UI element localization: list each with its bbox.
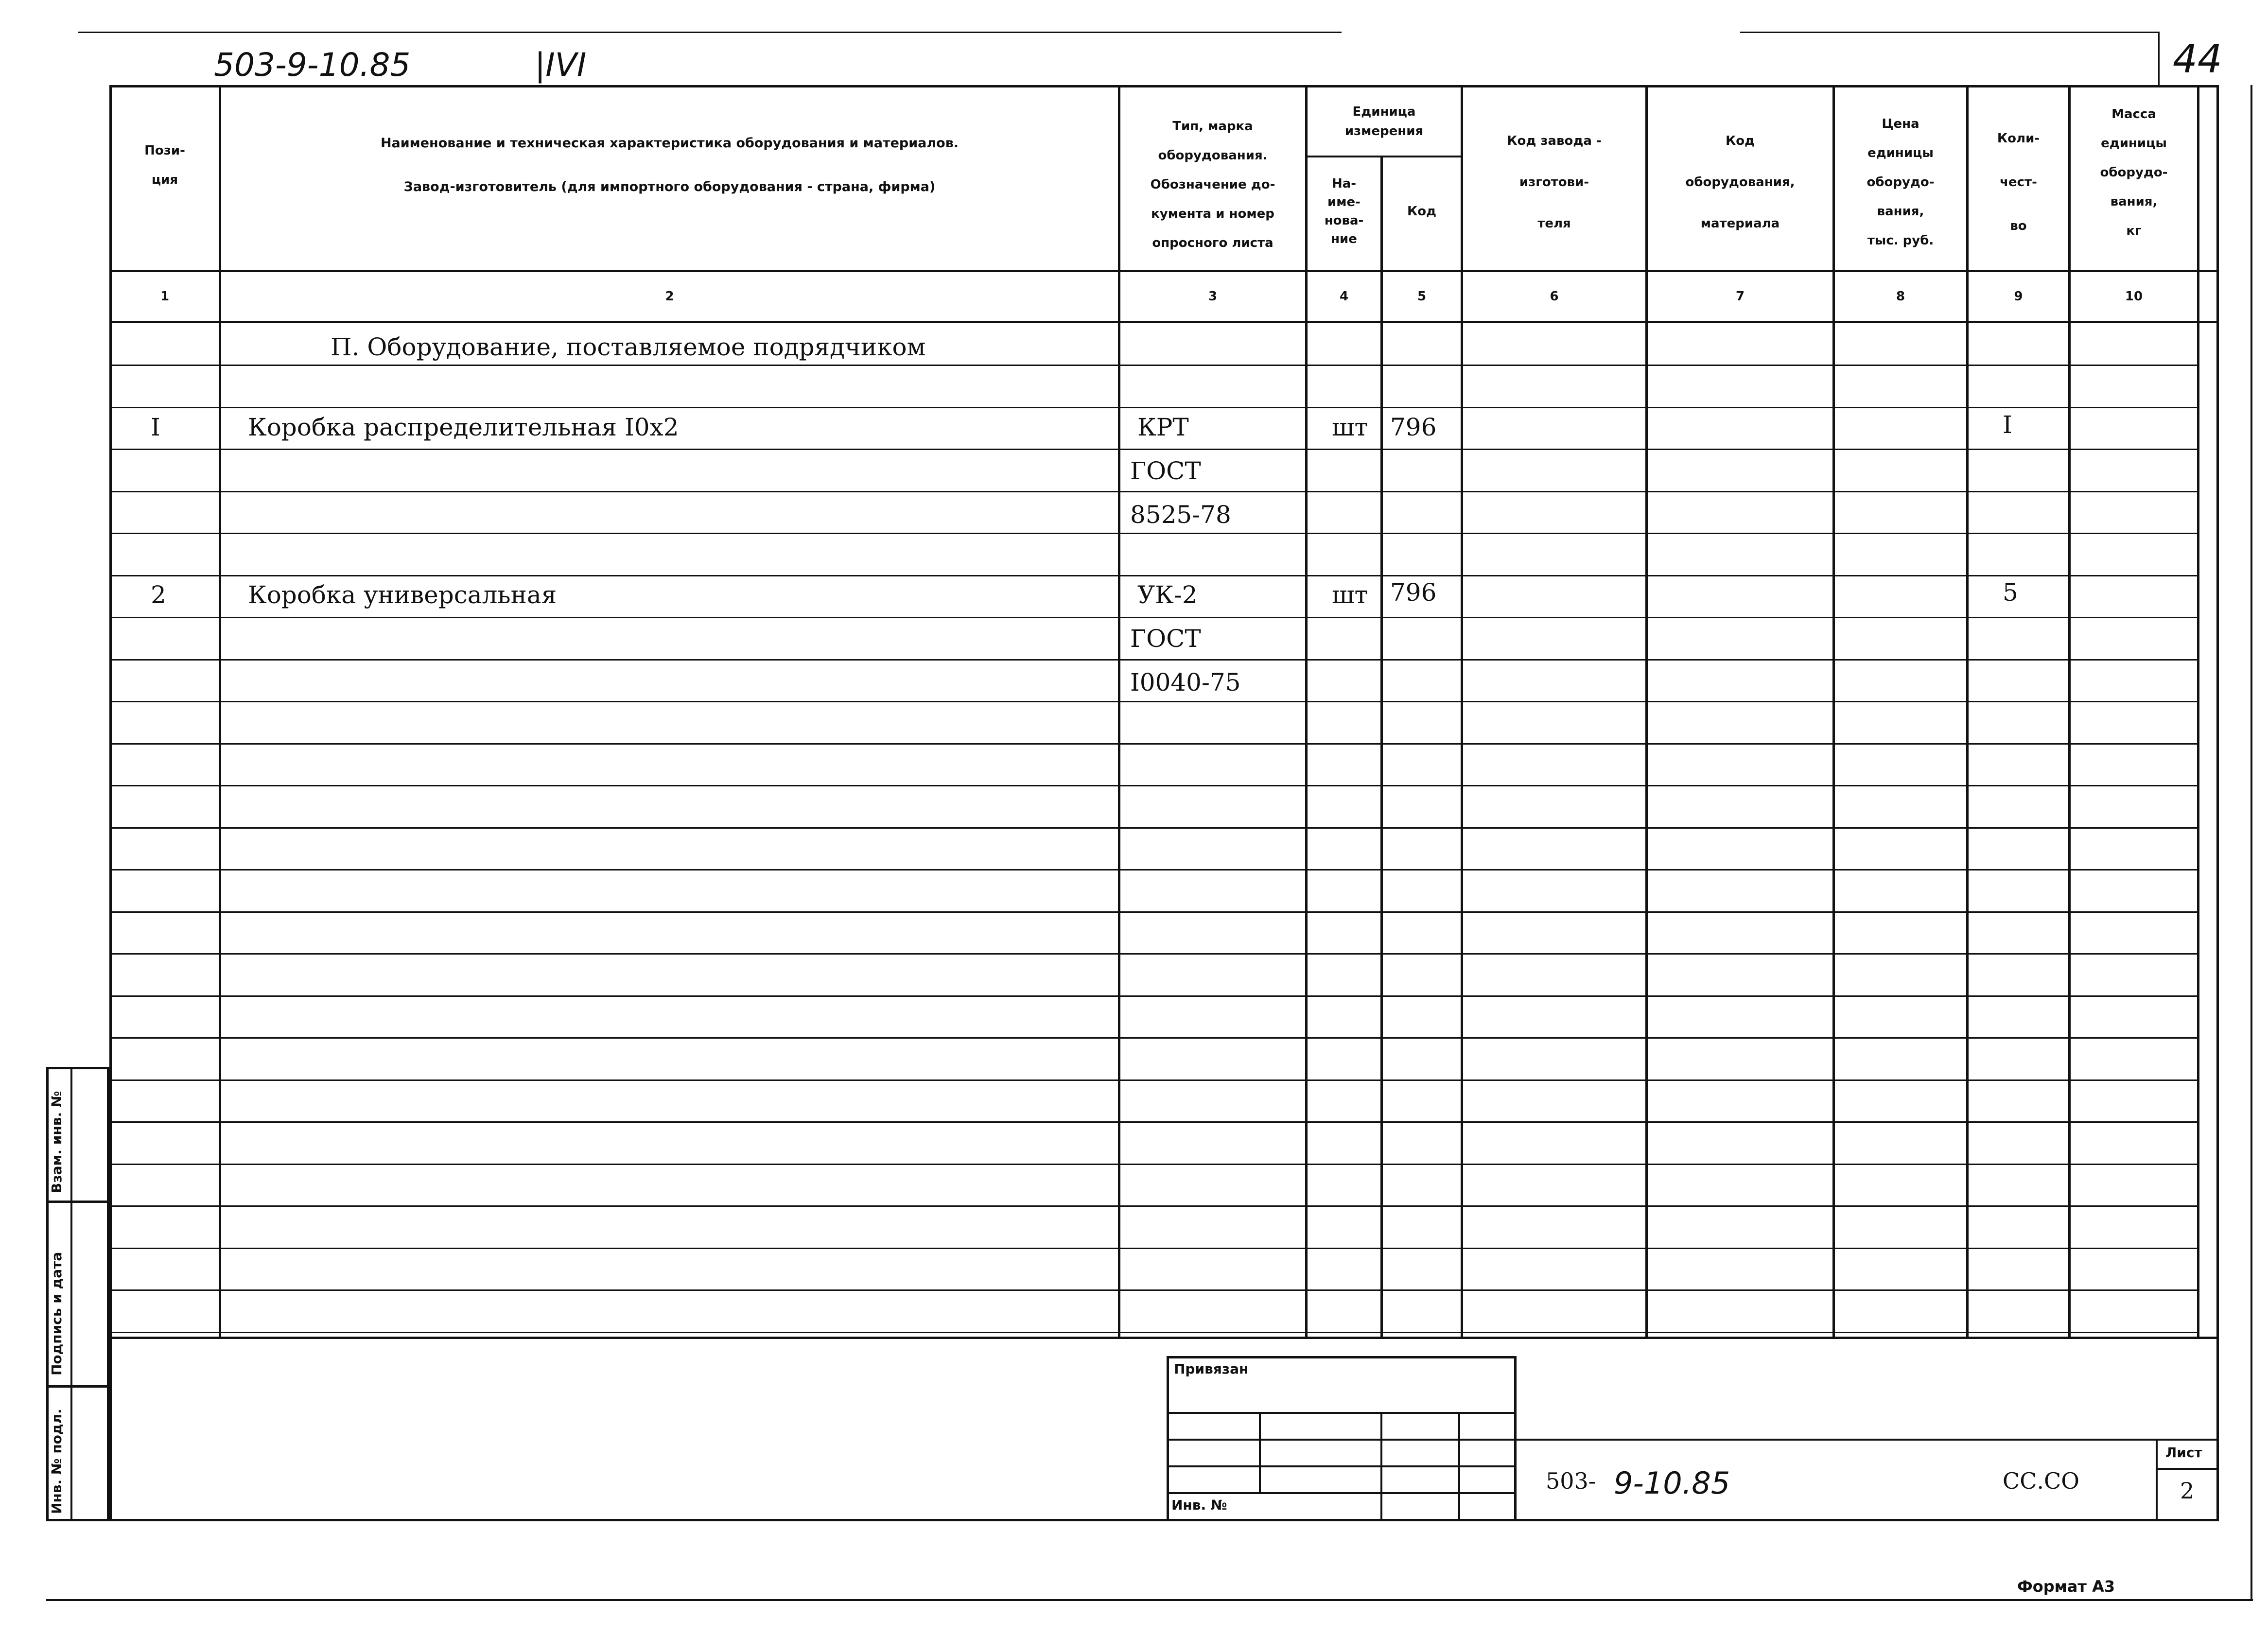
col-number-2: 2	[665, 289, 674, 304]
table-bottom-line	[109, 1337, 2219, 1339]
margin-label-inv-podl: Инв. № подл.	[49, 1409, 65, 1514]
col-line-10	[2197, 85, 2199, 1339]
row-4-unit-code: 796	[1390, 578, 1437, 607]
table-row-line	[109, 449, 2197, 450]
inv-no-label: Инв. №	[1171, 1497, 1227, 1513]
left-strip-sep-2	[46, 1385, 109, 1388]
handwritten-mark: |IVI	[535, 46, 587, 84]
header-unit-title: Единица измерения	[1344, 104, 1424, 139]
col-number-row-bottom	[109, 321, 2219, 323]
table-row-line	[109, 743, 2197, 745]
row-6-type: I0040-75	[1130, 668, 1241, 696]
title-block-top	[1517, 1439, 2219, 1441]
outer-bottom-line	[46, 1599, 2253, 1601]
header-pos: Пози- ция	[144, 143, 185, 187]
header-type: Тип, марка оборудования. Обозначение до- кумента и номер опросного листа	[1150, 119, 1275, 250]
table-row-line	[109, 1289, 2197, 1291]
table-row-line	[109, 1079, 2197, 1081]
table-row-line	[109, 491, 2197, 492]
privyazan-col-2	[1380, 1412, 1382, 1521]
privyazan-col-1	[1259, 1412, 1261, 1492]
section-title: П. Оборудование, поставляемое подрядчиком	[331, 333, 926, 361]
table-row-line	[109, 1248, 2197, 1249]
sheet-box-left	[2156, 1439, 2158, 1521]
table-row-line	[109, 1205, 2197, 1207]
sheet-corner-number: 44	[2173, 36, 2222, 82]
col-number-4: 4	[1339, 289, 1349, 304]
privyazan-row-3	[1167, 1465, 1517, 1467]
row-1-type: КРТ	[1137, 413, 1189, 441]
table-row-line	[109, 995, 2197, 997]
table-row-line	[109, 785, 2197, 786]
row-2-type: ГОСТ	[1130, 457, 1201, 485]
left-strip-divider	[70, 1067, 72, 1521]
col-number-7: 7	[1735, 289, 1745, 304]
privyazan-row-4	[1167, 1492, 1517, 1494]
col-number-9: 9	[2014, 289, 2023, 304]
row-4-name: Коробка универсальная	[248, 581, 557, 609]
header-name: Наименование и техническая характеристика оборудования и материалов. Завод-изготовитель (для импортного оборудования - страна, фирма)	[380, 136, 959, 194]
table-row-line	[109, 953, 2197, 955]
row-4-position: 2	[151, 581, 166, 609]
corner-box-line	[2158, 32, 2160, 85]
row-1-name: Коробка распределительная I0х2	[248, 413, 679, 441]
col-number-10: 10	[2125, 289, 2143, 304]
left-strip-sep-1	[46, 1201, 109, 1203]
table-row-line	[109, 365, 2197, 366]
table-row-line	[109, 911, 2197, 913]
sheet-box-divider	[2156, 1468, 2219, 1470]
sheet-number: 2	[2180, 1478, 2195, 1504]
table-row-line	[109, 1121, 2197, 1123]
header-unit-name: На- име- нова- ние	[1324, 176, 1364, 246]
header-factory: Код завода - изготови- теля	[1507, 133, 1602, 231]
row-4-quantity: 5	[2003, 578, 2018, 607]
col-number-5: 5	[1417, 289, 1427, 304]
outer-right-line	[2251, 85, 2252, 1601]
row-1-quantity: I	[2003, 411, 2012, 439]
row-5-type: ГОСТ	[1130, 625, 1201, 653]
top-border-line	[78, 32, 1342, 33]
table-row-line	[109, 827, 2197, 829]
document-code-handwritten: 503-9-10.85	[214, 46, 411, 84]
sheet-label: Лист	[2165, 1445, 2202, 1461]
title-mark: СС.СО	[2003, 1468, 2079, 1494]
col-number-6: 6	[1550, 289, 1559, 304]
row-1-unit: шт	[1332, 413, 1368, 441]
col-number-1: 1	[160, 289, 170, 304]
format-label: Формат А3	[2017, 1577, 2115, 1596]
margin-label-podpis: Подпись и дата	[49, 1252, 65, 1375]
table-row-line	[109, 1164, 2197, 1165]
row-4-unit: шт	[1332, 581, 1368, 609]
title-code-handwritten: 9-10.85	[1614, 1465, 1730, 1501]
table-row-line	[109, 701, 2197, 702]
privyazan-col-3	[1458, 1412, 1460, 1521]
table-row-line	[109, 533, 2197, 534]
top-border-line-right	[1740, 32, 2158, 33]
privyazan-row-2	[1167, 1439, 1517, 1441]
header-mass: Масса единицы оборудо- вания, кг	[2100, 107, 2168, 238]
margin-label-vzam: Взам. инв. №	[49, 1091, 65, 1193]
row-3-type: 8525-78	[1130, 501, 1231, 529]
privyazan-row-1	[1167, 1412, 1517, 1414]
table-row-line	[109, 617, 2197, 618]
header-unit-code: Код	[1407, 204, 1437, 219]
row-1-position: I	[151, 413, 160, 441]
table-row-line	[109, 407, 2197, 408]
col-number-8: 8	[1896, 289, 1905, 304]
privyazan-label: Привязан	[1174, 1361, 1249, 1377]
table-row-line	[109, 575, 2197, 576]
col-line-4	[1380, 156, 1383, 1339]
row-1-unit-code: 796	[1390, 413, 1437, 441]
header-equipment-code: Код оборудования, материала	[1685, 133, 1795, 231]
table-row-line	[109, 1332, 2197, 1333]
title-code-printed: 503-	[1546, 1468, 1596, 1494]
header-price: Цена единицы оборудо- вания, тыс. руб.	[1867, 117, 1935, 248]
unit-subheader-line	[1305, 156, 1461, 157]
table-row-line	[109, 1037, 2197, 1039]
header-quantity: Коли- чест- во	[1997, 131, 2040, 233]
row-4-type: УК-2	[1137, 581, 1198, 609]
table-row-line	[109, 869, 2197, 870]
table-row-line	[109, 659, 2197, 661]
col-number-3: 3	[1208, 289, 1218, 304]
